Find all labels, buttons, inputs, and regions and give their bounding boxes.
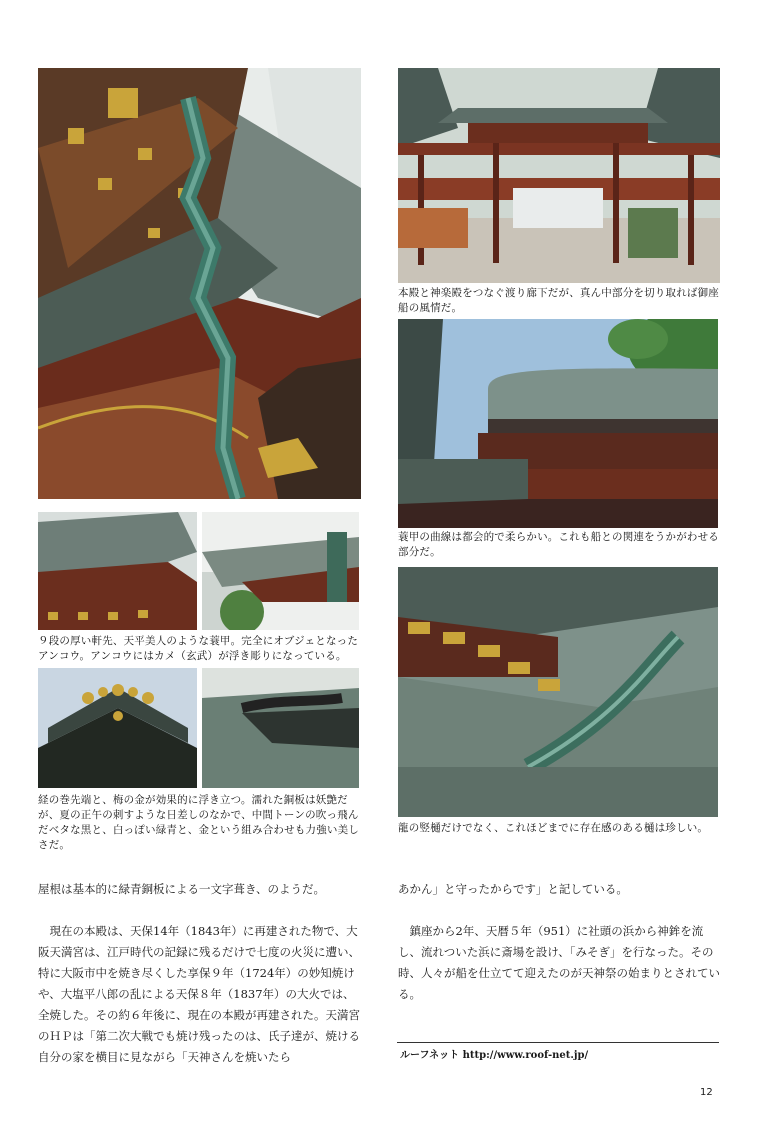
photo-copper-roof <box>202 668 359 788</box>
site-label: ルーフネット <box>400 1050 460 1061</box>
caption-corridor: 本殿と神楽殿をつなぐ渡り廊下だが、真ん中部分を切り取れば御座船の風情だ。 <box>398 287 719 314</box>
body-left-column <box>38 879 363 1068</box>
caption-gutter: 龍の竪樋だけでなく、これほどまでに存在感のある樋は珍しい。 <box>398 822 709 834</box>
body-left-para-1: 屋根は基本的に緑青銅板による一文字葺き、のようだ。 <box>38 882 326 896</box>
body-left-para-2: 現在の本殿は、天保14年（1843年）に再建された物で、大阪天満宮は、江戸時代の記録に残るだけで七度の火災に遭い、特に大阪市中を焼き尽くした享保９年（1724年）の妙知焼けや、大塩平八郎の乱による天保８年（1837年）の大火では、全焼した。その約６年後に、現在の本殿が再建された。天満宮のＨＰは「第二次大戦でも焼け残ったのは、氏子達が、焼ける自分の家を横目に見ながら「天神さんを焼いたら <box>38 924 360 1064</box>
footer-rule <box>397 1042 719 1043</box>
caption-eaves: ９段の厚い軒先、天平美人のような蓑甲。完全にオブジェとなったアンコウ。アンコウにはカメ（玄武）が浮き彫りになっている。 <box>38 635 359 662</box>
body-right-column <box>398 879 720 1005</box>
site-url-link[interactable]: http://www.roof-net.jp/ <box>462 1050 589 1061</box>
site-credit <box>400 1046 588 1061</box>
photo-ankou <box>202 512 359 630</box>
body-right-para-1: あかん」と守ったからです」と記している。 <box>398 882 628 896</box>
photo-roof-curve <box>398 319 718 528</box>
page-number: 12 <box>700 1087 713 1098</box>
caption-roof-curve: 蓑甲の曲線は都会的で柔らかい。これも船との関連をうかがわせる部分だ。 <box>398 531 719 558</box>
photo-ridge-gold <box>38 668 197 788</box>
photo-gutter <box>398 567 718 817</box>
photo-roof-eaves-downspout <box>38 68 361 499</box>
body-right-para-2: 鎮座から2年、天暦５年（951）に社頭の浜から神鉾を流し、流れついた浜に斎場を設け、「みそぎ」を行なった。その時、人々が船を仕立てて迎えたのが天神祭の始まりとされている。 <box>398 924 720 1001</box>
photo-corridor <box>398 68 720 283</box>
caption-ridge: 経の巻先端と、梅の金が効果的に浮き立つ。濡れた銅板は妖艶だが、夏の正午の刺すような日差しのなかで、中間トーンの吹っ飛んだベタな黒と、白っぽい緑青と、金という組み合わせも力強い美しさだ。 <box>38 794 359 851</box>
photo-eaves-small <box>38 512 197 630</box>
